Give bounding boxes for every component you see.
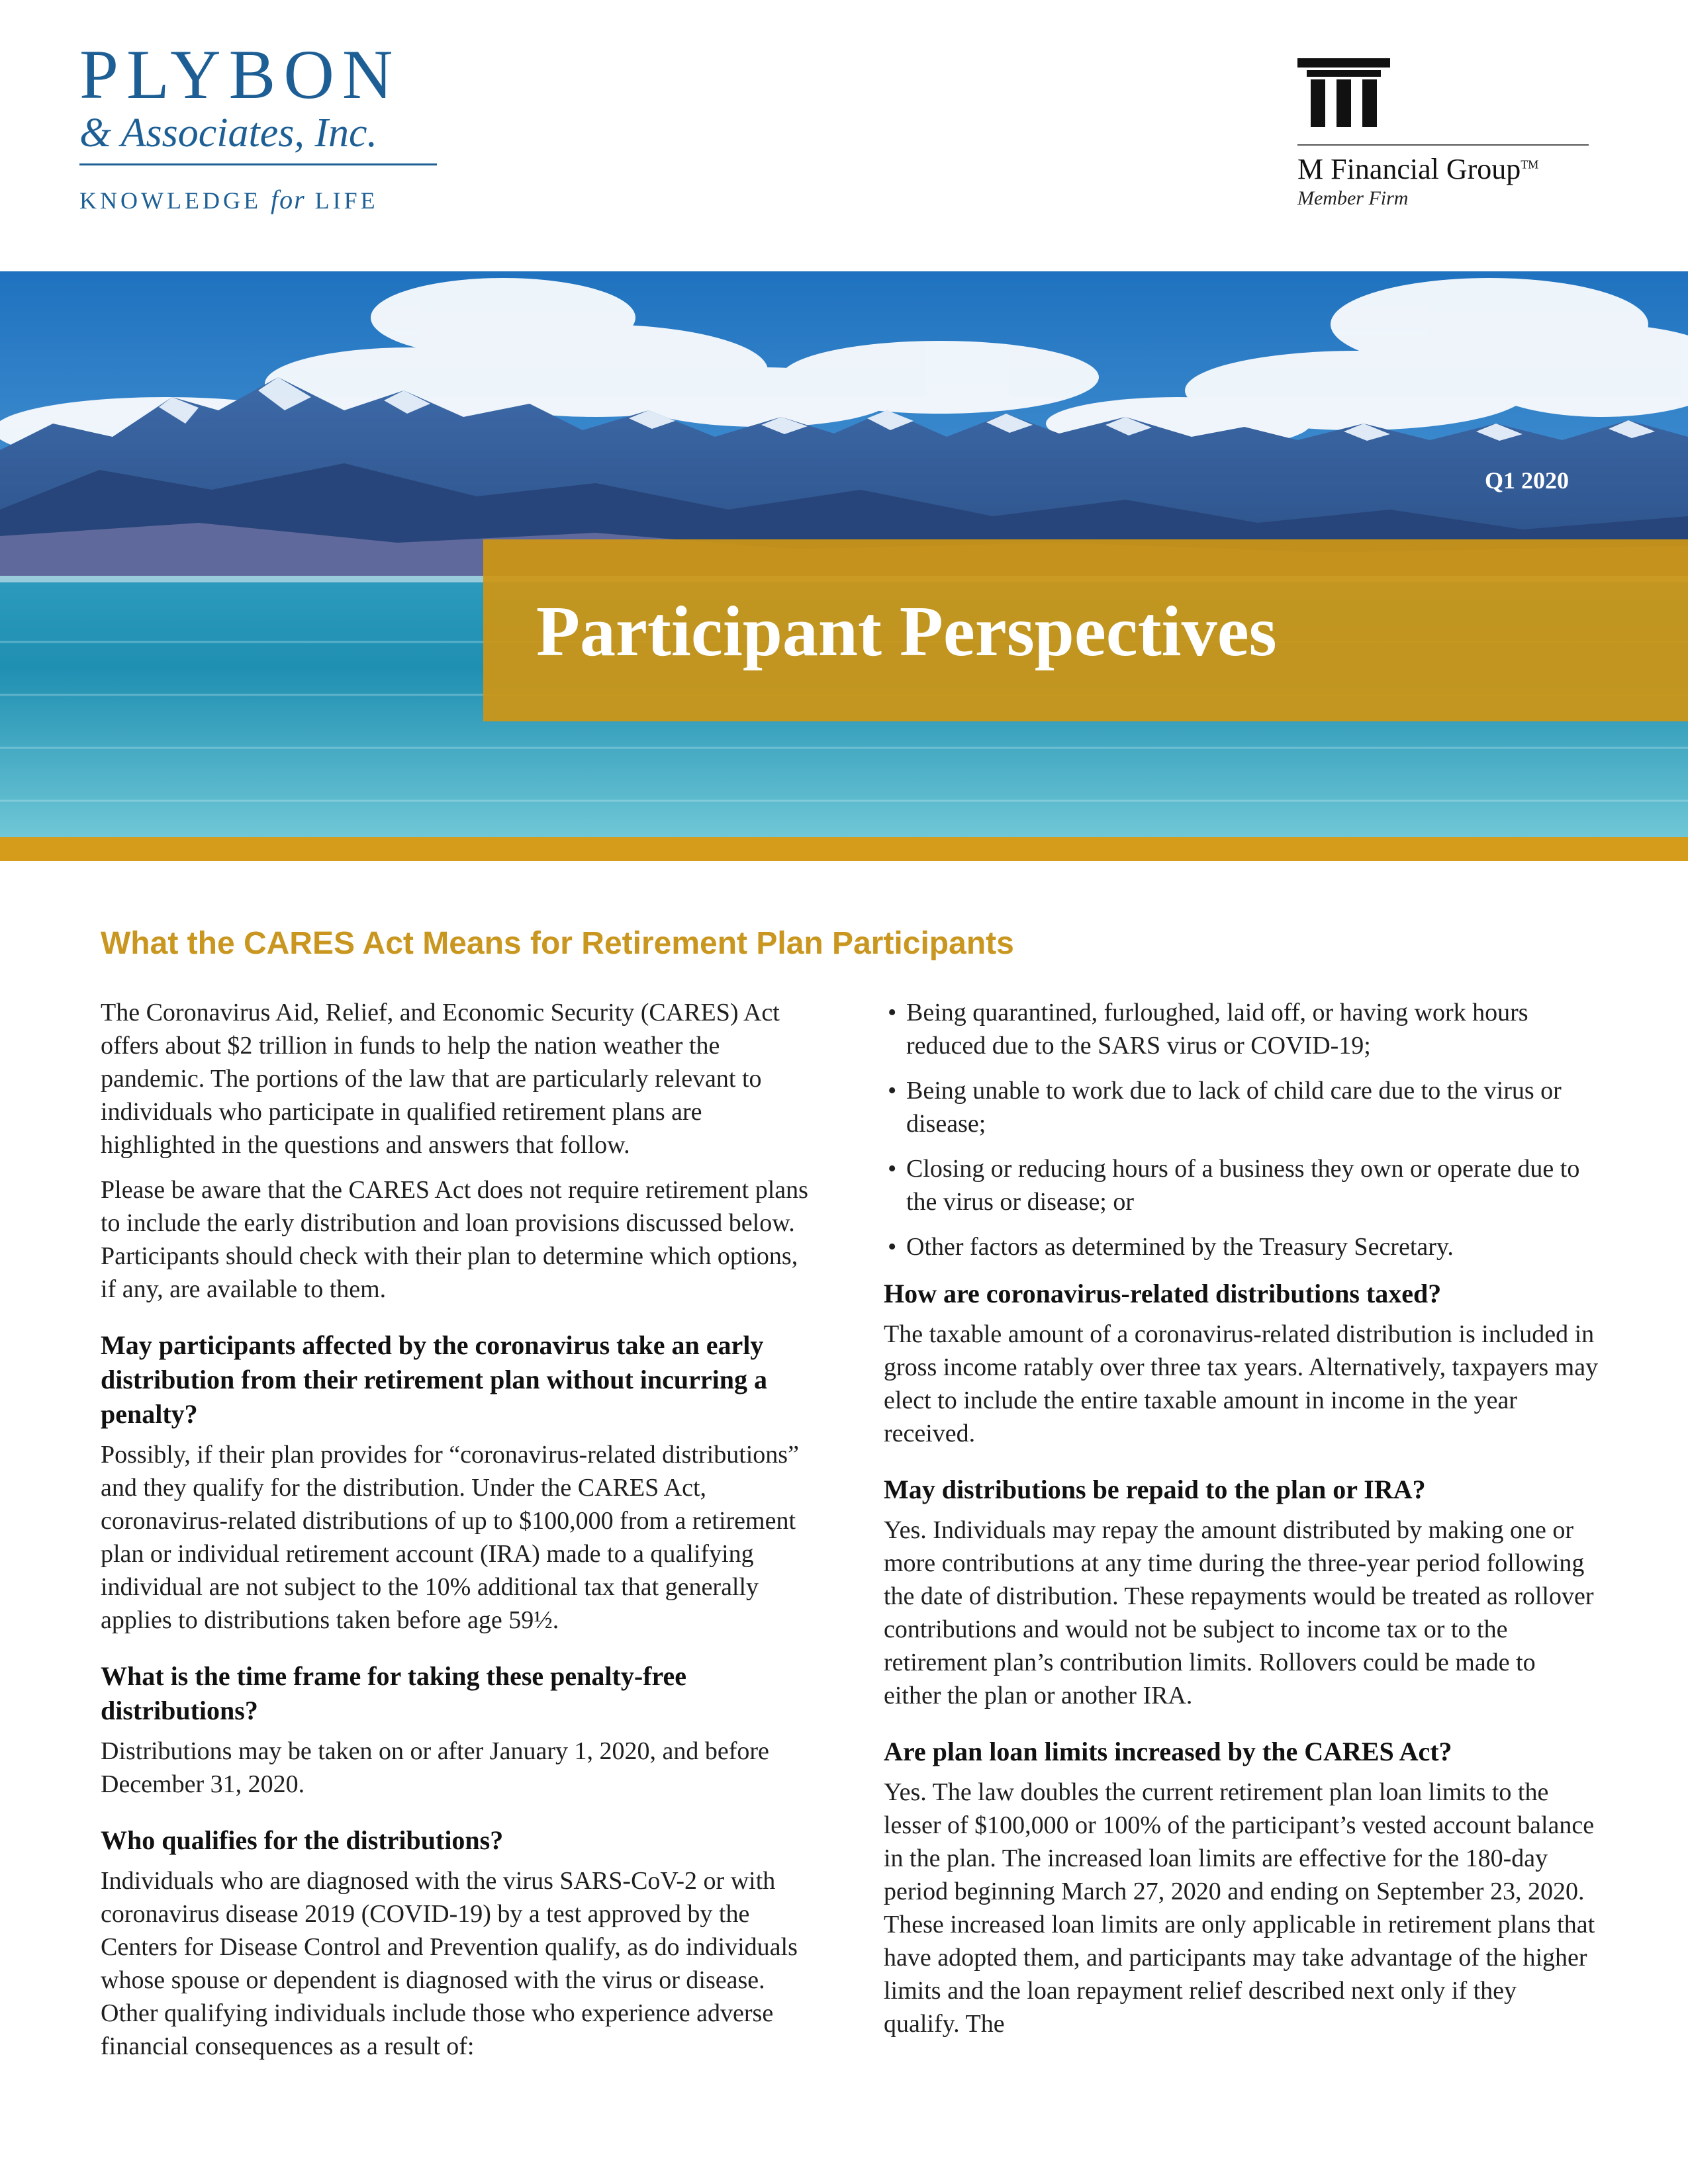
answer-paragraph: Yes. The law doubles the current retirement plan loan limits to the lesser of $100,000 or 100% of the participant’s vested account balance in the plan. The increased loan limits are effective for the 180-day period beginning March 27, 2020 and ending on September 23, 2020. These increased loan limits are only applicable in retirement plans that have adopted them, and participants may take advantage of the higher limits and the loan repayment relief described next only if they qualify. The (884, 1778, 1595, 2038)
bullet-icon: • (888, 1155, 897, 1183)
bullet-icon: • (888, 1077, 897, 1105)
question-heading: What is the time frame for taking these penalty-free distributions? (101, 1661, 686, 1725)
brand-name: PLYBON (79, 36, 401, 113)
column-pillar-icon (1297, 58, 1390, 138)
issue-quarter: Q1 2020 (1484, 467, 1569, 494)
list-item: • Being unable to work due to lack of child care due to the virus or disease; (884, 1074, 1599, 1140)
bullet-icon: • (888, 999, 897, 1026)
article-column-right (884, 996, 1599, 2052)
article-headline: What the CARES Act Means for Retirement Plan Participants (101, 926, 1014, 961)
list-item: • Closing or reducing hours of a business they own or operate due to the virus or disease; or (884, 1152, 1599, 1218)
partner-divider (1297, 144, 1589, 146)
list-item: • Other factors as determined by the Treasury Secretary. (884, 1230, 1599, 1263)
list-item: • Being quarantined, furloughed, laid off, or having work hours reduced due to the SARS virus or COVID-19; (884, 996, 1599, 1062)
question-heading: Who qualifies for the distributions? (101, 1825, 504, 1855)
question-heading: How are coronavirus-related distributions taxed? (884, 1279, 1442, 1308)
notice-paragraph: Please be aware that the CARES Act does not require retirement plans to include the early distribution and loan provisions discussed below. Participants should check with their plan to determine which options, if any, are available to them. (101, 1176, 808, 1303)
bullet-icon: • (888, 1233, 897, 1261)
partner-logo (1297, 58, 1589, 210)
answer-paragraph: Individuals who are diagnosed with the virus SARS-CoV-2 or with coronavirus disease 2019 (COVID-19) by a test approved by the Centers for Disease Control and Prevention qualify, as do individuals whose spouse or dependent is diagnosed with the virus or disease. Other qualifying individuals include those who experience adverse financial consequences as a result of: (101, 1867, 798, 2060)
trademark: TM (1521, 158, 1539, 171)
answer-paragraph: Possibly, if their plan provides for “coronavirus-related distributions” and they qualify for the distribution. Under the CARES Act, coronavirus-related distributions of up to $100,000 from a retirement plan or individual retirement account (IRA) made to a qualifying individual are not subject to the 10% additional tax that generally applies to distributions taken before age 59½. (101, 1441, 799, 1634)
brand-logo (79, 36, 437, 215)
title-banner (483, 539, 1688, 721)
tagline-part-3: LIFE (314, 187, 379, 214)
answer-paragraph: Yes. Individuals may repay the amount distributed by making one or more contributions at any time during the three-year period following the date of distribution. These repayments would be treated as rollover contributions and would not be subject to income tax or to the retirement plan’s contribution limits. Rollovers could be made to either the plan or another IRA. (884, 1516, 1594, 1709)
partner-name: M Financial Group™ (1297, 153, 1539, 185)
brand-tagline (79, 184, 437, 215)
page-title: Participant Perspectives (536, 592, 1277, 671)
answer-paragraph: Distributions may be taken on or after January 1, 2020, and before December 31, 2020. (101, 1737, 769, 1798)
article-column-left (101, 996, 816, 2075)
question-heading: Are plan loan limits increased by the CARES Act? (884, 1737, 1452, 1766)
question-heading: May participants affected by the coronavirus take an early distribution from their retirement plan without incurring a penalty? (101, 1330, 768, 1429)
tagline-part-1: KNOWLEDGE (79, 187, 261, 214)
brand-subtitle: & Associates, Inc. (79, 110, 437, 165)
qualifying-conditions-list (884, 996, 1599, 1263)
tagline-part-2: for (270, 185, 306, 215)
gold-divider-strip (0, 837, 1688, 861)
question-heading: May distributions be repaid to the plan or IRA? (884, 1475, 1426, 1504)
intro-paragraph: The Coronavirus Aid, Relief, and Economic Security (CARES) Act offers about $2 trillion in funds to help the nation weather the pandemic. The portions of the law that are particularly relevant to individuals who participate in qualified retirement plans are highlighted in the questions and answers that follow. (101, 999, 780, 1159)
answer-paragraph: The taxable amount of a coronavirus-related distribution is included in gross income ratably over three tax years. Alternatively, taxpayers may elect to include the entire taxable amount in income in the year received. (884, 1320, 1599, 1447)
partner-member-label: Member Firm (1297, 187, 1409, 209)
